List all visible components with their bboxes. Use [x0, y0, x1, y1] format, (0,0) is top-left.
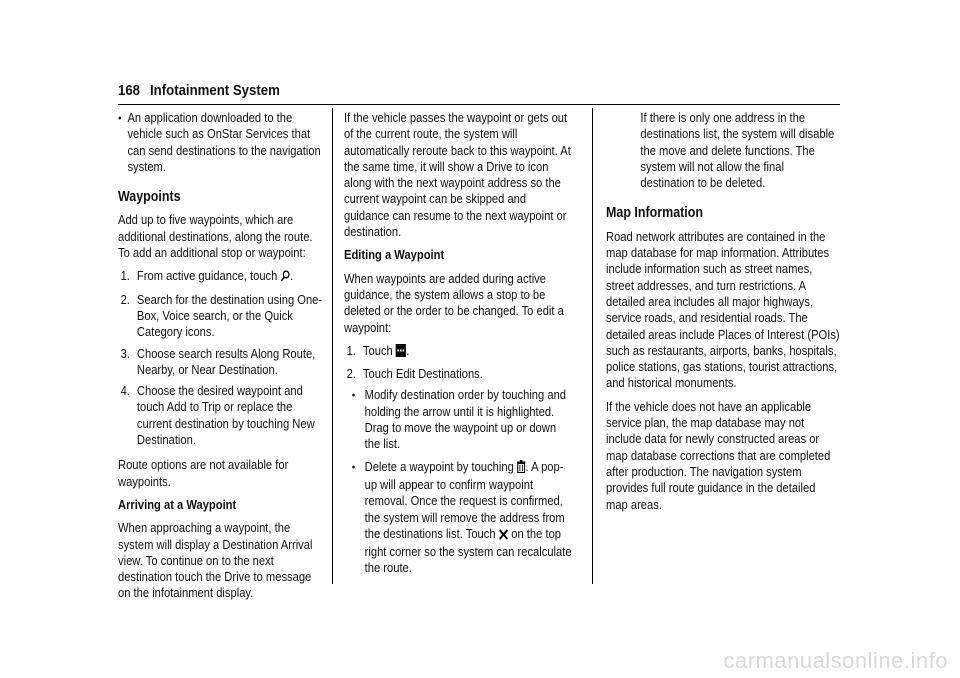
trash-icon	[517, 460, 526, 477]
step-4: 4. Choose the desired waypoint and touch Add to Trip or replace the current destination by touching New Destination.	[120, 383, 315, 448]
column-3	[606, 110, 840, 520]
map-info-p1: Road network attributes are contained in the map database for map information. Attributes include information such as street names, street addresses, and turn restrictions. A detailed area includes all major highways, service roads, and residential roads. The detailed areas include Places of Interest (POIs) such as restaurants, airports, banks, hospitals, police stations, gas stations, tourist attractions, and historical monuments.	[606, 228, 840, 391]
watermark: carmanualsonline.info	[723, 648, 948, 673]
waypoints-intro: Add up to five waypoints, which are additional destinations, along the route. To add an additional stop or waypoint:	[118, 212, 313, 261]
editing-heading: Editing a Waypoint	[344, 247, 445, 263]
column-1	[118, 110, 324, 609]
column-divider-2	[592, 108, 593, 584]
sub-bullet-modify: ● Modify destination order by touching and holding the arrow until it is highlighted. Drag to move the waypoint up or down the list.	[344, 387, 572, 452]
sub-bullet-delete: ● Delete a waypoint by touching . A pop-up will appear to confirm waypoint removal. Once the request is confirmed, the system will remove the address from the destinations list. Touch on the top right corner so the system can recalculate the route.	[344, 459, 572, 577]
arriving-text: When approaching a waypoint, the system will display a Destination Arrival view. To continue on to the next destination touch the Drive to message on the infotainment display.	[118, 520, 313, 601]
map-info-heading: Map Information	[606, 205, 703, 222]
close-icon	[499, 528, 508, 544]
step-1: 1. From active guidance, touch .	[118, 268, 324, 286]
step-2: 2. Search for the destination using One-Box, Voice search, or the Quick Category icons.	[120, 291, 323, 340]
edit-step-1: 1. Touch .	[344, 343, 572, 361]
waypoints-heading: Waypoints	[118, 189, 181, 206]
search-icon	[280, 270, 289, 286]
column-divider-1	[332, 108, 333, 584]
only-one-text: If there is only one address in the destinations list, the system will disable the move and delete functions. The system will not allow the final destination to be deleted.	[640, 110, 835, 191]
editing-intro: When waypoints are added during active guidance, the system allows a stop to be deleted or the order to be changed. To edit a waypoint:	[344, 270, 564, 335]
map-info-p2: If the vehicle does not have an applicable service plan, the map database may not include data for newly constructed areas or map database corrections that are completed after production. The navigation system provides full route guidance in the detailed map areas.	[606, 398, 831, 512]
page-header	[118, 82, 840, 105]
edit-step-2: 2. Touch Edit Destinations.	[346, 366, 483, 382]
route-options-note: Route options are not available for waypoints.	[118, 457, 289, 489]
step-3: 3. Choose search results Along Route, Nearby, or Near Destination.	[120, 345, 316, 377]
bullet-app: ● An application downloaded to the vehicle such as OnStar Services that can send destinations to the navigation system.	[118, 110, 324, 175]
column-2	[344, 110, 572, 583]
menu-icon	[396, 344, 406, 361]
section-title: Infotainment System	[150, 82, 280, 99]
page-number: 168	[118, 82, 141, 99]
arriving-heading: Arriving at a Waypoint	[118, 496, 237, 512]
passes-text: If the vehicle passes the waypoint or gets out of the current route, the system will automatically reroute back to this waypoint. At the same time, it will show a Drive to icon along with the next waypoint address so the current waypoint can be skipped and guidance can resume to the next waypoint or destination.	[344, 110, 571, 240]
